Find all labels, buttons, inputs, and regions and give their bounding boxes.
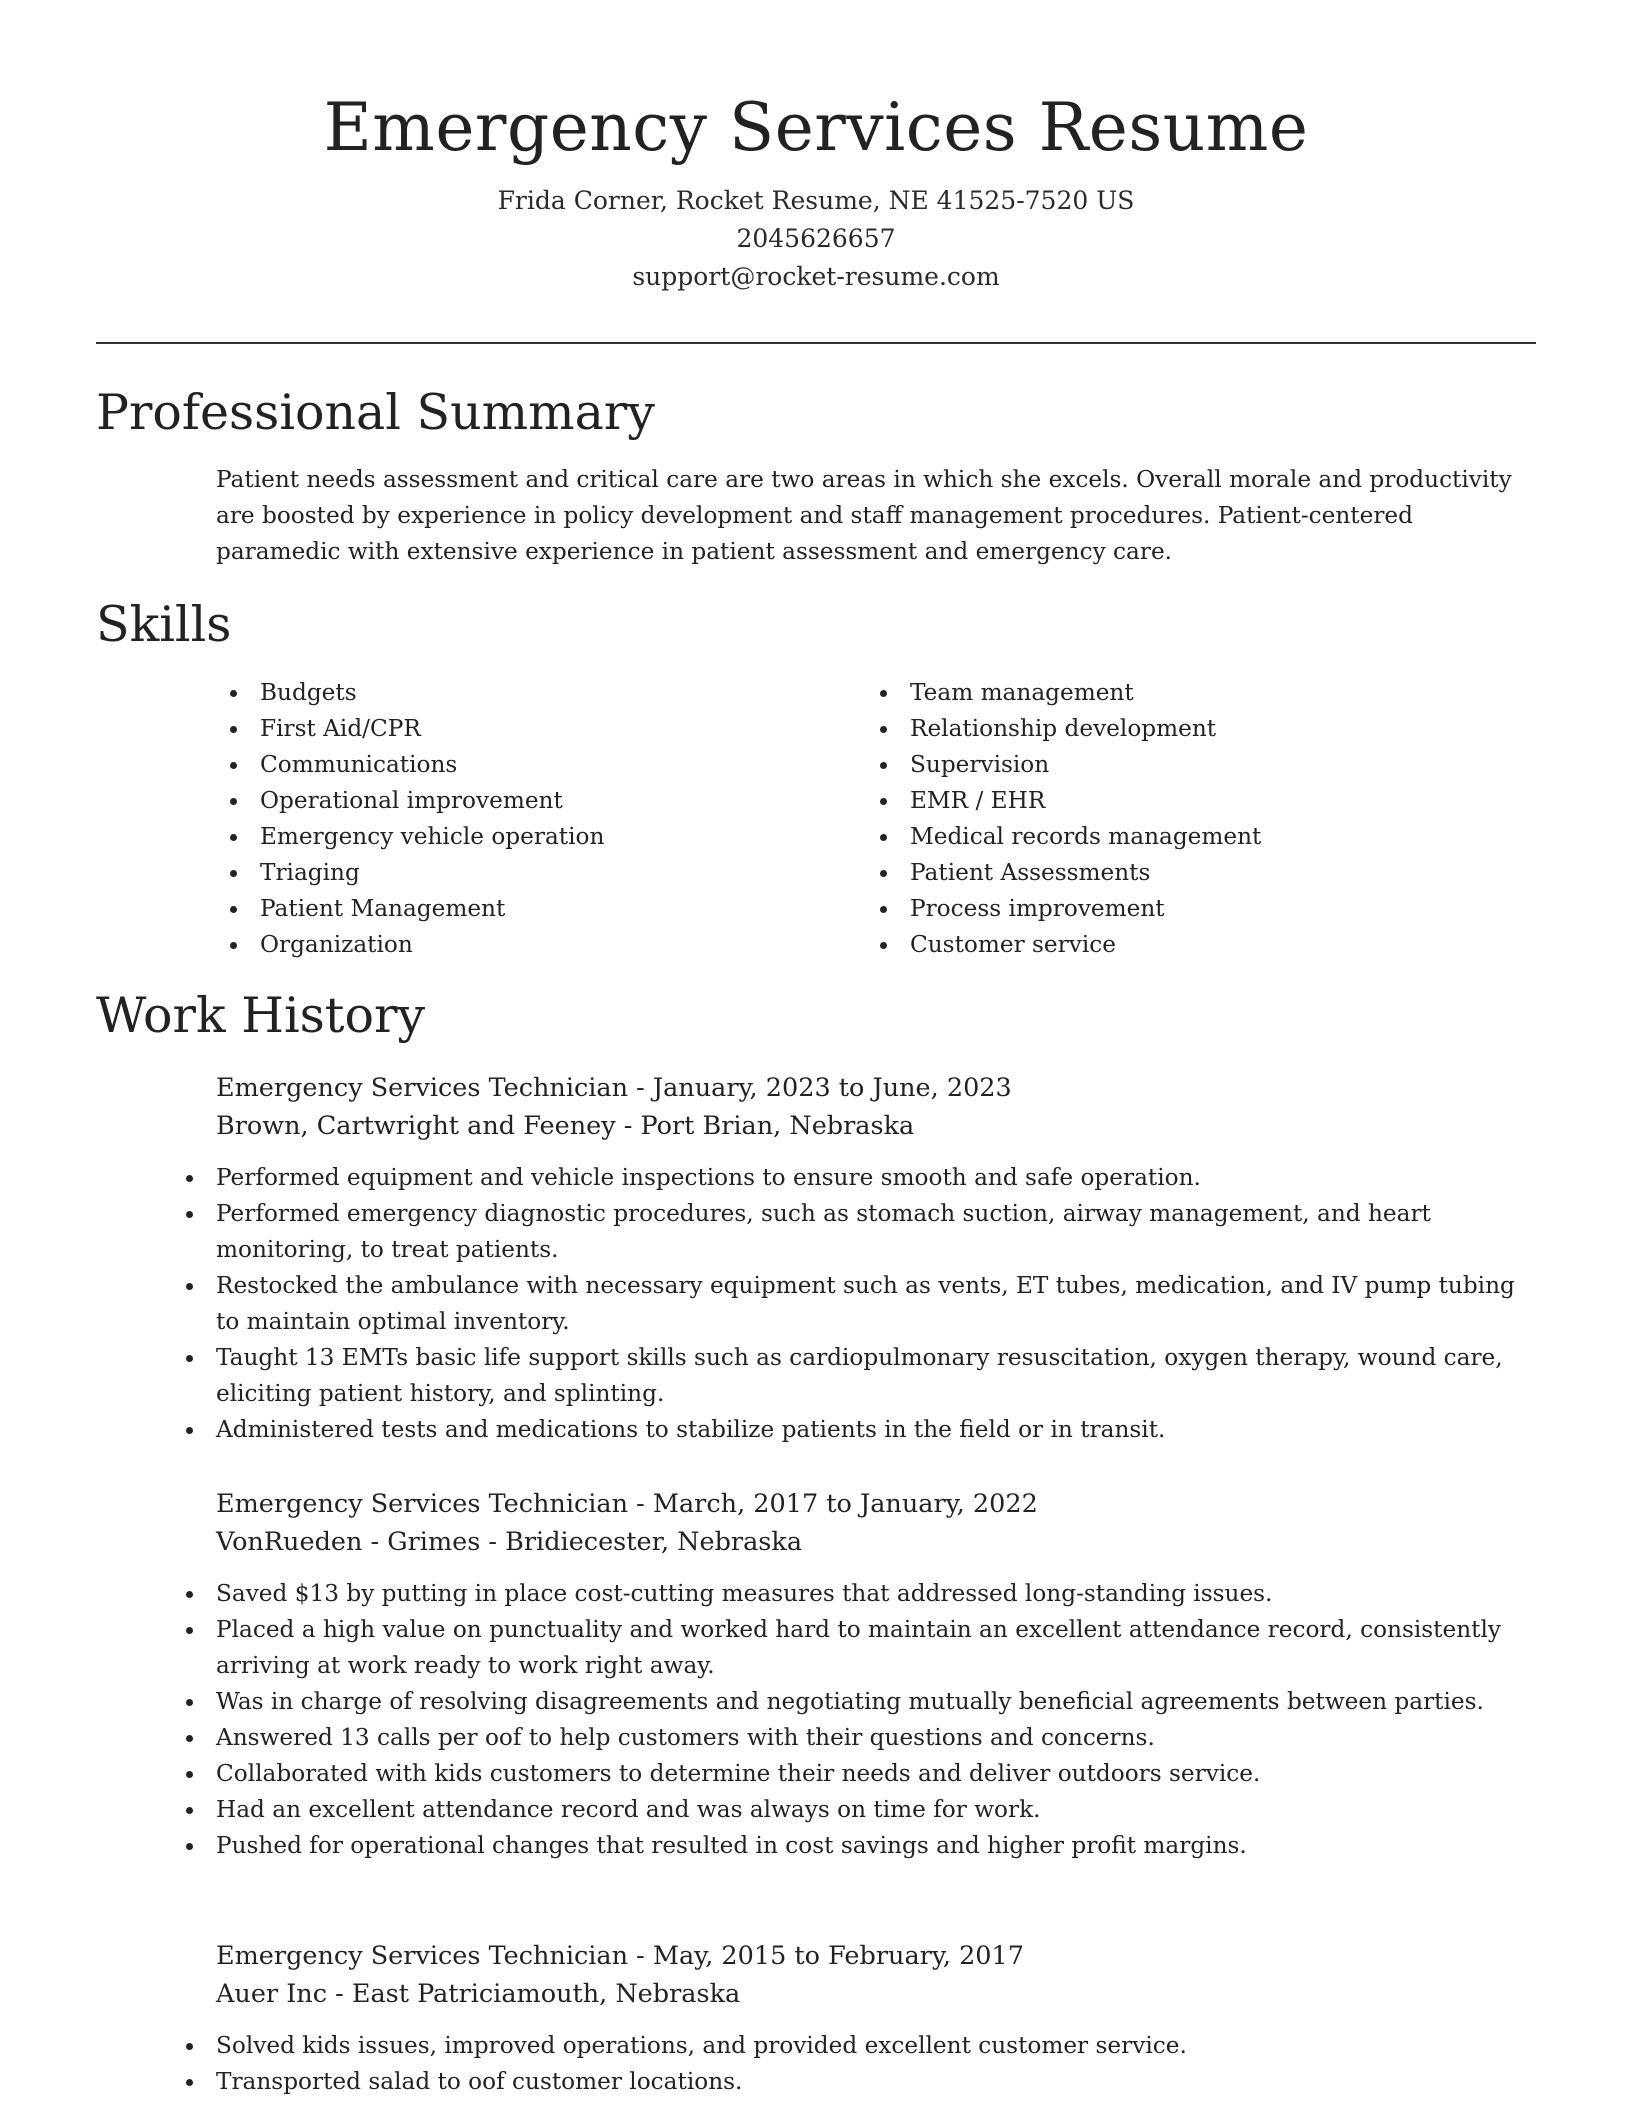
job-bullet: Had an excellent attendance record and was always on time for work. bbox=[172, 1792, 1532, 1828]
skill-item: Budgets bbox=[216, 675, 836, 711]
job-bullets bbox=[172, 1576, 1532, 1864]
summary-text: Patient needs assessment and critical care are two areas in which she excels. Overall morale and productivity are boosted by experience in policy development and staff management procedures. Patient-centered paramedic with extensive experience in patient assessment and emergency care. bbox=[216, 466, 1512, 565]
job-bullets bbox=[172, 1160, 1532, 1448]
skills-heading: Skills bbox=[96, 596, 232, 653]
job-bullet: Administered tests and medications to stabilize patients in the field or in transit. bbox=[172, 1412, 1532, 1448]
skills-list-left bbox=[216, 675, 836, 963]
skill-item: Organization bbox=[216, 927, 836, 963]
job-company: VonRueden - Grimes - Bridiecester, Nebraska bbox=[216, 1527, 803, 1557]
job-bullet: Pushed for operational changes that resulted in cost savings and higher profit margins. bbox=[172, 1828, 1532, 1864]
resume-header bbox=[0, 0, 1632, 296]
contact-email: support@rocket-resume.com bbox=[632, 262, 1000, 291]
skill-item: Medical records management bbox=[866, 819, 1486, 855]
contact-phone: 2045626657 bbox=[736, 224, 896, 253]
skill-item: Patient Assessments bbox=[866, 855, 1486, 891]
work-history-heading: Work History bbox=[96, 987, 426, 1044]
job-title: Emergency Services Technician - January, 2023 to June, 2023 bbox=[216, 1073, 1012, 1103]
contact-address: Frida Corner, Rocket Resume, NE 41525-7520 US bbox=[497, 186, 1135, 215]
job-bullet: Saved $13 by putting in place cost-cutting measures that addressed long-standing issues. bbox=[172, 1576, 1532, 1612]
job-title: Emergency Services Technician - May, 2015 to February, 2017 bbox=[216, 1941, 1024, 1971]
header-divider bbox=[96, 342, 1536, 344]
job-bullet: Was in charge of resolving disagreements and negotiating mutually beneficial agreements between parties. bbox=[172, 1684, 1532, 1720]
job-bullet: Collaborated with kids customers to determine their needs and deliver outdoors service. bbox=[172, 1756, 1532, 1792]
contact-info bbox=[0, 182, 1632, 296]
skill-item: Supervision bbox=[866, 747, 1486, 783]
skill-item: Operational improvement bbox=[216, 783, 836, 819]
job-bullets bbox=[172, 2028, 1532, 2100]
job-bullet: Performed equipment and vehicle inspections to ensure smooth and safe operation. bbox=[172, 1160, 1532, 1196]
skill-item: EMR / EHR bbox=[866, 783, 1486, 819]
skill-item: Triaging bbox=[216, 855, 836, 891]
job-bullet: Placed a high value on punctuality and worked hard to maintain an excellent attendance record, consistently arriving at work ready to work right away. bbox=[172, 1612, 1532, 1684]
job-entry bbox=[216, 1485, 1536, 1864]
summary-heading: Professional Summary bbox=[96, 384, 655, 441]
job-bullet: Transported salad to oof customer locations. bbox=[172, 2064, 1532, 2100]
resume-title: Emergency Services Resume bbox=[323, 89, 1309, 166]
job-bullet: Performed emergency diagnostic procedures, such as stomach suction, airway management, and heart monitoring, to treat patients. bbox=[172, 1196, 1532, 1268]
job-bullet: Taught 13 EMTs basic life support skills such as cardiopulmonary resuscitation, oxygen therapy, wound care, eliciting patient history, and splinting. bbox=[172, 1340, 1532, 1412]
skill-item: Team management bbox=[866, 675, 1486, 711]
job-bullet: Restocked the ambulance with necessary equipment such as vents, ET tubes, medication, and IV pump tubing to maintain optimal inventory. bbox=[172, 1268, 1532, 1340]
skill-item: Patient Management bbox=[216, 891, 836, 927]
skill-item: Communications bbox=[216, 747, 836, 783]
skill-item: Relationship development bbox=[866, 711, 1486, 747]
job-company: Brown, Cartwright and Feeney - Port Brian, Nebraska bbox=[216, 1111, 915, 1141]
skill-item: Process improvement bbox=[866, 891, 1486, 927]
job-entry bbox=[216, 1069, 1536, 1448]
skill-item: Emergency vehicle operation bbox=[216, 819, 836, 855]
job-bullet: Answered 13 calls per oof to help customers with their questions and concerns. bbox=[172, 1720, 1532, 1756]
job-company: Auer Inc - East Patriciamouth, Nebraska bbox=[216, 1979, 741, 2009]
skills-list-right bbox=[866, 675, 1486, 963]
skill-item: First Aid/CPR bbox=[216, 711, 836, 747]
job-entry bbox=[216, 1937, 1536, 2100]
skill-item: Customer service bbox=[866, 927, 1486, 963]
job-bullet: Solved kids issues, improved operations, and provided excellent customer service. bbox=[172, 2028, 1532, 2064]
job-title: Emergency Services Technician - March, 2017 to January, 2022 bbox=[216, 1489, 1038, 1519]
